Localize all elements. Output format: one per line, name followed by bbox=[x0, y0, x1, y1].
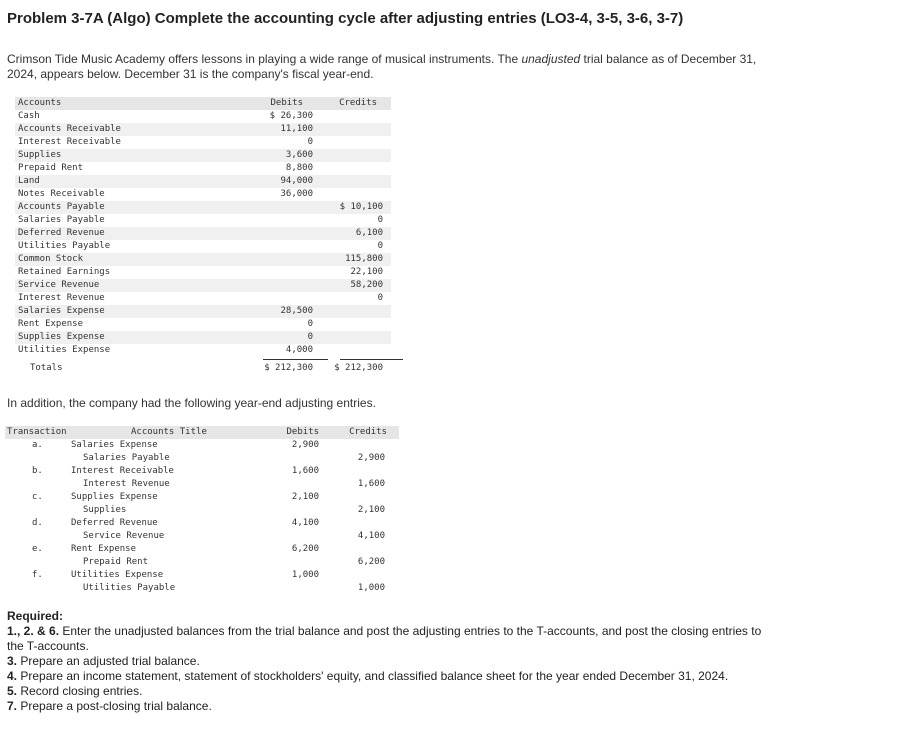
credit-amount: 0 bbox=[377, 215, 383, 225]
trial-balance-row bbox=[15, 318, 391, 331]
trial-balance-table bbox=[15, 97, 391, 375]
account-name: Accounts Receivable bbox=[18, 124, 121, 134]
trial-balance-row bbox=[15, 175, 391, 188]
transaction-letter: a. bbox=[32, 440, 43, 450]
required-item bbox=[7, 699, 767, 714]
required-number: 4. bbox=[7, 669, 18, 683]
credit-amount: 0 bbox=[377, 293, 383, 303]
trial-balance-header bbox=[15, 97, 391, 110]
entry-account: Rent Expense bbox=[71, 544, 137, 554]
trial-balance-row bbox=[15, 136, 391, 149]
trial-balance-row bbox=[15, 253, 391, 266]
required-item bbox=[7, 684, 767, 699]
debit-amount: 4,000 bbox=[285, 345, 313, 355]
required-text: Record closing entries. bbox=[17, 684, 143, 698]
entry-account: Prepaid Rent bbox=[83, 557, 149, 567]
trial-balance-row bbox=[15, 331, 391, 344]
entry-account: Interest Receivable bbox=[71, 466, 174, 476]
totals-debit: $ 212,300 bbox=[264, 363, 313, 373]
adjusting-entry-row bbox=[5, 439, 399, 452]
entry-credit: 6,200 bbox=[357, 557, 385, 567]
entry-debit: 1,600 bbox=[291, 466, 319, 476]
intro-italic: unadjusted bbox=[521, 52, 581, 66]
account-name: Supplies Expense bbox=[18, 332, 105, 342]
debit-amount: $ 26,300 bbox=[269, 111, 313, 121]
account-name: Interest Receivable bbox=[18, 137, 121, 147]
debit-amount: 94,000 bbox=[280, 176, 313, 186]
transaction-letter: d. bbox=[32, 518, 43, 528]
entry-debit: 2,100 bbox=[291, 492, 319, 502]
debit-amount: 3,600 bbox=[285, 150, 313, 160]
account-name: Salaries Expense bbox=[18, 306, 105, 316]
trial-balance-row bbox=[15, 123, 391, 136]
debit-amount: 0 bbox=[307, 319, 313, 329]
transaction-header: Transaction bbox=[7, 427, 67, 437]
required-number: 3. bbox=[7, 654, 18, 668]
entry-debit: 1,000 bbox=[291, 570, 319, 580]
trial-balance-row bbox=[15, 162, 391, 175]
adj-debits-header: Debits bbox=[286, 427, 319, 437]
entry-account: Utilities Expense bbox=[71, 570, 164, 580]
entry-account: Interest Revenue bbox=[83, 479, 170, 489]
entry-account: Supplies bbox=[83, 505, 127, 515]
required-text: Prepare a post-closing trial balance. bbox=[17, 699, 212, 713]
entry-credit: 4,100 bbox=[357, 531, 385, 541]
required-text: Prepare an income statement, statement of stockholders' equity, and classified balance sheet for the year ended December 31, 2024. bbox=[17, 669, 729, 683]
account-title-header: Accounts Title bbox=[131, 427, 207, 437]
required-number: 1., 2. & 6. bbox=[7, 624, 60, 638]
required-number: 5. bbox=[7, 684, 18, 698]
problem-title: Problem 3-7A (Algo) Complete the accounting cycle after adjusting entries (LO3-4, 3-5, 3-6, 3-7) bbox=[7, 10, 684, 27]
trial-balance-row bbox=[15, 266, 391, 279]
adjusting-entry-row bbox=[5, 452, 399, 465]
debit-amount: 0 bbox=[307, 137, 313, 147]
entry-account: Service Revenue bbox=[83, 531, 165, 541]
credit-amount: 58,200 bbox=[350, 280, 383, 290]
adjusting-entry-row bbox=[5, 556, 399, 569]
account-name: Accounts Payable bbox=[18, 202, 105, 212]
adjusting-entry-row bbox=[5, 504, 399, 517]
required-number: 7. bbox=[7, 699, 18, 713]
debit-amount: 36,000 bbox=[280, 189, 313, 199]
account-name: Utilities Expense bbox=[18, 345, 111, 355]
addition-text: In addition, the company had the following year-end adjusting entries. bbox=[7, 396, 376, 410]
account-name: Salaries Payable bbox=[18, 215, 105, 225]
required-heading: Required: bbox=[7, 609, 64, 623]
adjusting-entry-row bbox=[5, 582, 399, 595]
entry-debit: 6,200 bbox=[291, 544, 319, 554]
adjusting-entry-row bbox=[5, 491, 399, 504]
credit-amount: 22,100 bbox=[350, 267, 383, 277]
entry-credit: 2,100 bbox=[357, 505, 385, 515]
intro-text-end: trial balance as of December 31, 2024, appears below. December 31 is the company's fiscal year-end. bbox=[7, 52, 757, 81]
credit-amount: $ 10,100 bbox=[339, 202, 383, 212]
intro-paragraph bbox=[7, 52, 767, 82]
adjusting-entry-row bbox=[5, 465, 399, 478]
adjusting-entry-row bbox=[5, 530, 399, 543]
account-name: Utilities Payable bbox=[18, 241, 111, 251]
required-text: Enter the unadjusted balances from the trial balance and post the adjusting entries to the T-accounts, and post the closing entries to the T-accounts. bbox=[7, 624, 762, 653]
required-text: Prepare an adjusted trial balance. bbox=[17, 654, 200, 668]
required-section bbox=[7, 609, 767, 714]
account-name: Retained Earnings bbox=[18, 267, 111, 277]
trial-balance-row bbox=[15, 344, 391, 357]
account-name: Cash bbox=[18, 111, 40, 121]
transaction-letter: b. bbox=[32, 466, 43, 476]
adjusting-entry-row bbox=[5, 478, 399, 491]
trial-balance-row bbox=[15, 292, 391, 305]
debits-header: Debits bbox=[270, 98, 303, 108]
trial-balance-row bbox=[15, 110, 391, 123]
required-item bbox=[7, 654, 767, 669]
debit-amount: 0 bbox=[307, 332, 313, 342]
entry-account: Salaries Payable bbox=[83, 453, 170, 463]
account-name: Prepaid Rent bbox=[18, 163, 84, 173]
trial-balance-row bbox=[15, 201, 391, 214]
totals-label: Totals bbox=[30, 363, 63, 373]
totals-credit: $ 212,300 bbox=[334, 363, 383, 373]
entry-account: Salaries Expense bbox=[71, 440, 158, 450]
entry-account: Deferred Revenue bbox=[71, 518, 158, 528]
trial-balance-row bbox=[15, 227, 391, 240]
account-name: Interest Revenue bbox=[18, 293, 105, 303]
entry-credit: 2,900 bbox=[357, 453, 385, 463]
trial-balance-row bbox=[15, 149, 391, 162]
credit-amount: 0 bbox=[377, 241, 383, 251]
trial-balance-row bbox=[15, 279, 391, 292]
adjusting-header bbox=[5, 426, 399, 439]
account-name: Land bbox=[18, 176, 40, 186]
debit-amount: 8,800 bbox=[285, 163, 313, 173]
trial-balance-row bbox=[15, 214, 391, 227]
adj-credits-header: Credits bbox=[349, 427, 387, 437]
trial-balance-row bbox=[15, 240, 391, 253]
account-name: Notes Receivable bbox=[18, 189, 105, 199]
debit-amount: 28,500 bbox=[280, 306, 313, 316]
entry-credit: 1,000 bbox=[357, 583, 385, 593]
accounts-header: Accounts bbox=[18, 98, 62, 108]
transaction-letter: c. bbox=[32, 492, 43, 502]
adjusting-entry-row bbox=[5, 543, 399, 556]
transaction-letter: e. bbox=[32, 544, 43, 554]
entry-debit: 4,100 bbox=[291, 518, 319, 528]
entry-debit: 2,900 bbox=[291, 440, 319, 450]
credit-total-rule bbox=[340, 359, 403, 360]
transaction-letter: f. bbox=[32, 570, 43, 580]
account-name: Rent Expense bbox=[18, 319, 84, 329]
adjusting-entry-row bbox=[5, 517, 399, 530]
totals-row bbox=[15, 362, 391, 375]
adjusting-entry-row bbox=[5, 569, 399, 582]
required-item bbox=[7, 624, 767, 654]
entry-credit: 1,600 bbox=[357, 479, 385, 489]
credits-header: Credits bbox=[339, 98, 377, 108]
account-name: Common Stock bbox=[18, 254, 84, 264]
entry-account: Supplies Expense bbox=[71, 492, 158, 502]
intro-text-start: Crimson Tide Music Academy offers lessons in playing a wide range of musical instruments. The bbox=[7, 52, 522, 66]
trial-balance-row bbox=[15, 188, 391, 201]
account-name: Deferred Revenue bbox=[18, 228, 105, 238]
entry-account: Utilities Payable bbox=[83, 583, 176, 593]
account-name: Supplies bbox=[18, 150, 62, 160]
account-name: Service Revenue bbox=[18, 280, 100, 290]
credit-amount: 6,100 bbox=[355, 228, 383, 238]
required-item bbox=[7, 669, 767, 684]
credit-amount: 115,800 bbox=[345, 254, 383, 264]
debit-amount: 11,100 bbox=[280, 124, 313, 134]
adjusting-entries-table bbox=[5, 426, 399, 595]
debit-total-rule bbox=[263, 359, 328, 360]
trial-balance-row bbox=[15, 305, 391, 318]
